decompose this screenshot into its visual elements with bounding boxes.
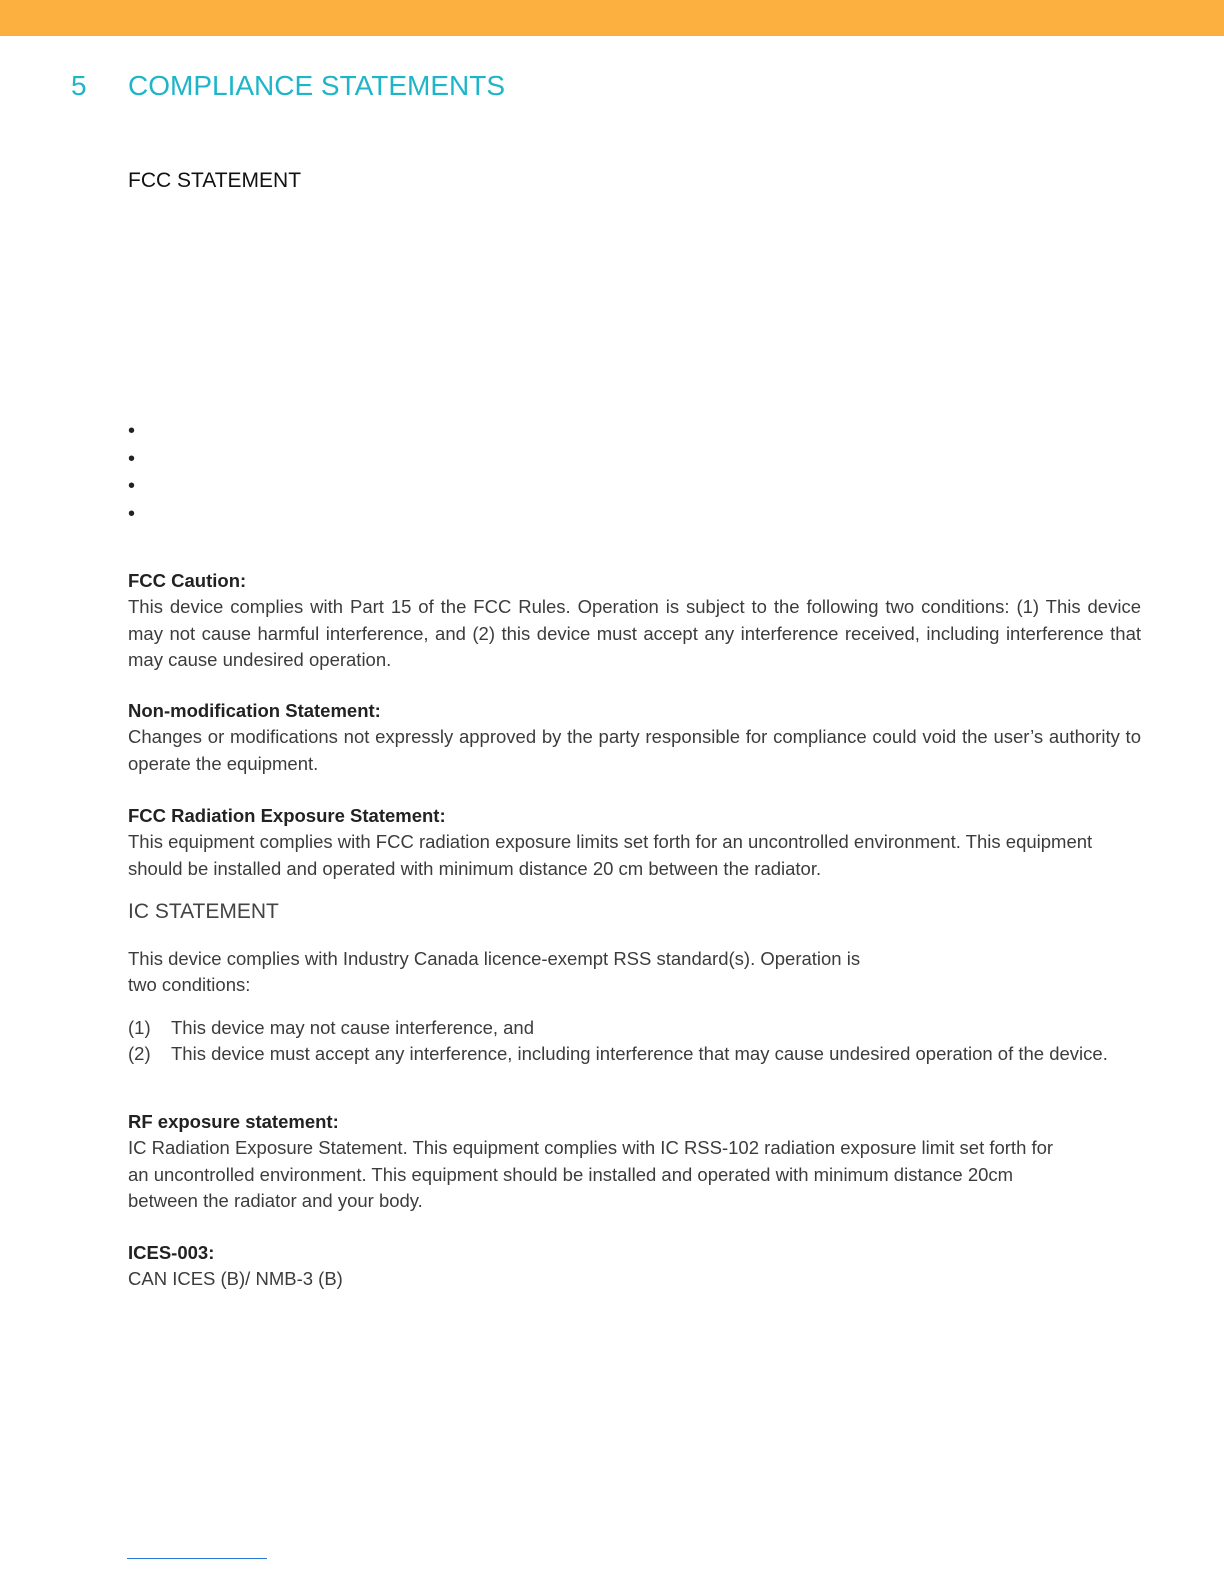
ices-body: CAN ICES (B)/ NMB-3 (B) [128, 1268, 343, 1290]
fcc-caution-body: This device complies with Part 15 of the FCC Rules. Operation is subject to the following two conditions: (1) This device may not cause harmful interference, and (2) this device must accept any interference received, including interference that may cause undesired operation. [128, 596, 1141, 670]
list-bullet: • [128, 420, 136, 442]
ic-intro-line: This device complies with Industry Canada licence-exempt RSS standard(s). Operation is [128, 948, 861, 969]
rf-exposure-line: IC Radiation Exposure Statement. This equipment complies with IC RSS-102 radiation exposure limit set forth for [128, 1137, 1054, 1159]
non-modification-title: Non-modification Statement: [128, 700, 381, 721]
list-item [128, 1015, 1128, 1041]
list-bullet: • [128, 502, 136, 525]
condition-number: (1) [128, 1017, 151, 1038]
footnote-divider [127, 1558, 267, 1559]
header-bar [0, 0, 1224, 36]
fcc-radiation-body: This equipment complies with FCC radiation exposure limits set forth for an uncontrolled environment. This equipment should be installed and operated with minimum distance 20 cm between the radiator. [128, 831, 1093, 879]
ic-intro-line: two conditions: [128, 974, 251, 996]
rf-exposure-line: an uncontrolled environment. This equipment should be installed and operated with minimum distance 20cm [128, 1163, 1014, 1185]
ices-title: ICES-003: [128, 1242, 215, 1263]
condition-text: This device must accept any interference, including interference that may cause undesired operation of the device. [171, 1043, 1108, 1065]
rf-exposure-section [128, 1109, 1141, 1214]
chapter-title-text: COMPLIANCE STATEMENTS [128, 70, 506, 101]
non-modification-section [128, 698, 1141, 777]
fcc-statement-heading: FCC STATEMENT [128, 169, 302, 192]
list-bullet: • [128, 447, 136, 470]
fcc-caution-section [128, 568, 1141, 673]
chapter-number: 5 [71, 70, 87, 101]
non-modification-body: Changes or modifications not expressly approved by the party responsible for compliance could void the user’s authority to operate the equipment. [128, 726, 1141, 774]
rf-exposure-title: RF exposure statement: [128, 1111, 339, 1132]
fcc-bullet-list [128, 420, 168, 530]
rf-exposure-line: between the radiator and your body. [128, 1189, 423, 1211]
condition-number: (2) [128, 1043, 151, 1065]
ic-statement-heading: IC STATEMENT [128, 900, 279, 923]
fcc-radiation-section [128, 803, 1141, 882]
fcc-radiation-title: FCC Radiation Exposure Statement: [128, 805, 446, 826]
list-item [128, 1041, 1128, 1067]
condition-text: This device may not cause interference, and [171, 1017, 534, 1038]
ic-intro [128, 946, 1141, 999]
list-bullet: • [128, 475, 136, 497]
chapter-title [71, 70, 505, 102]
ic-conditions-list [128, 1015, 1128, 1068]
ices-section [128, 1240, 1141, 1293]
fcc-caution-title: FCC Caution: [128, 570, 247, 591]
